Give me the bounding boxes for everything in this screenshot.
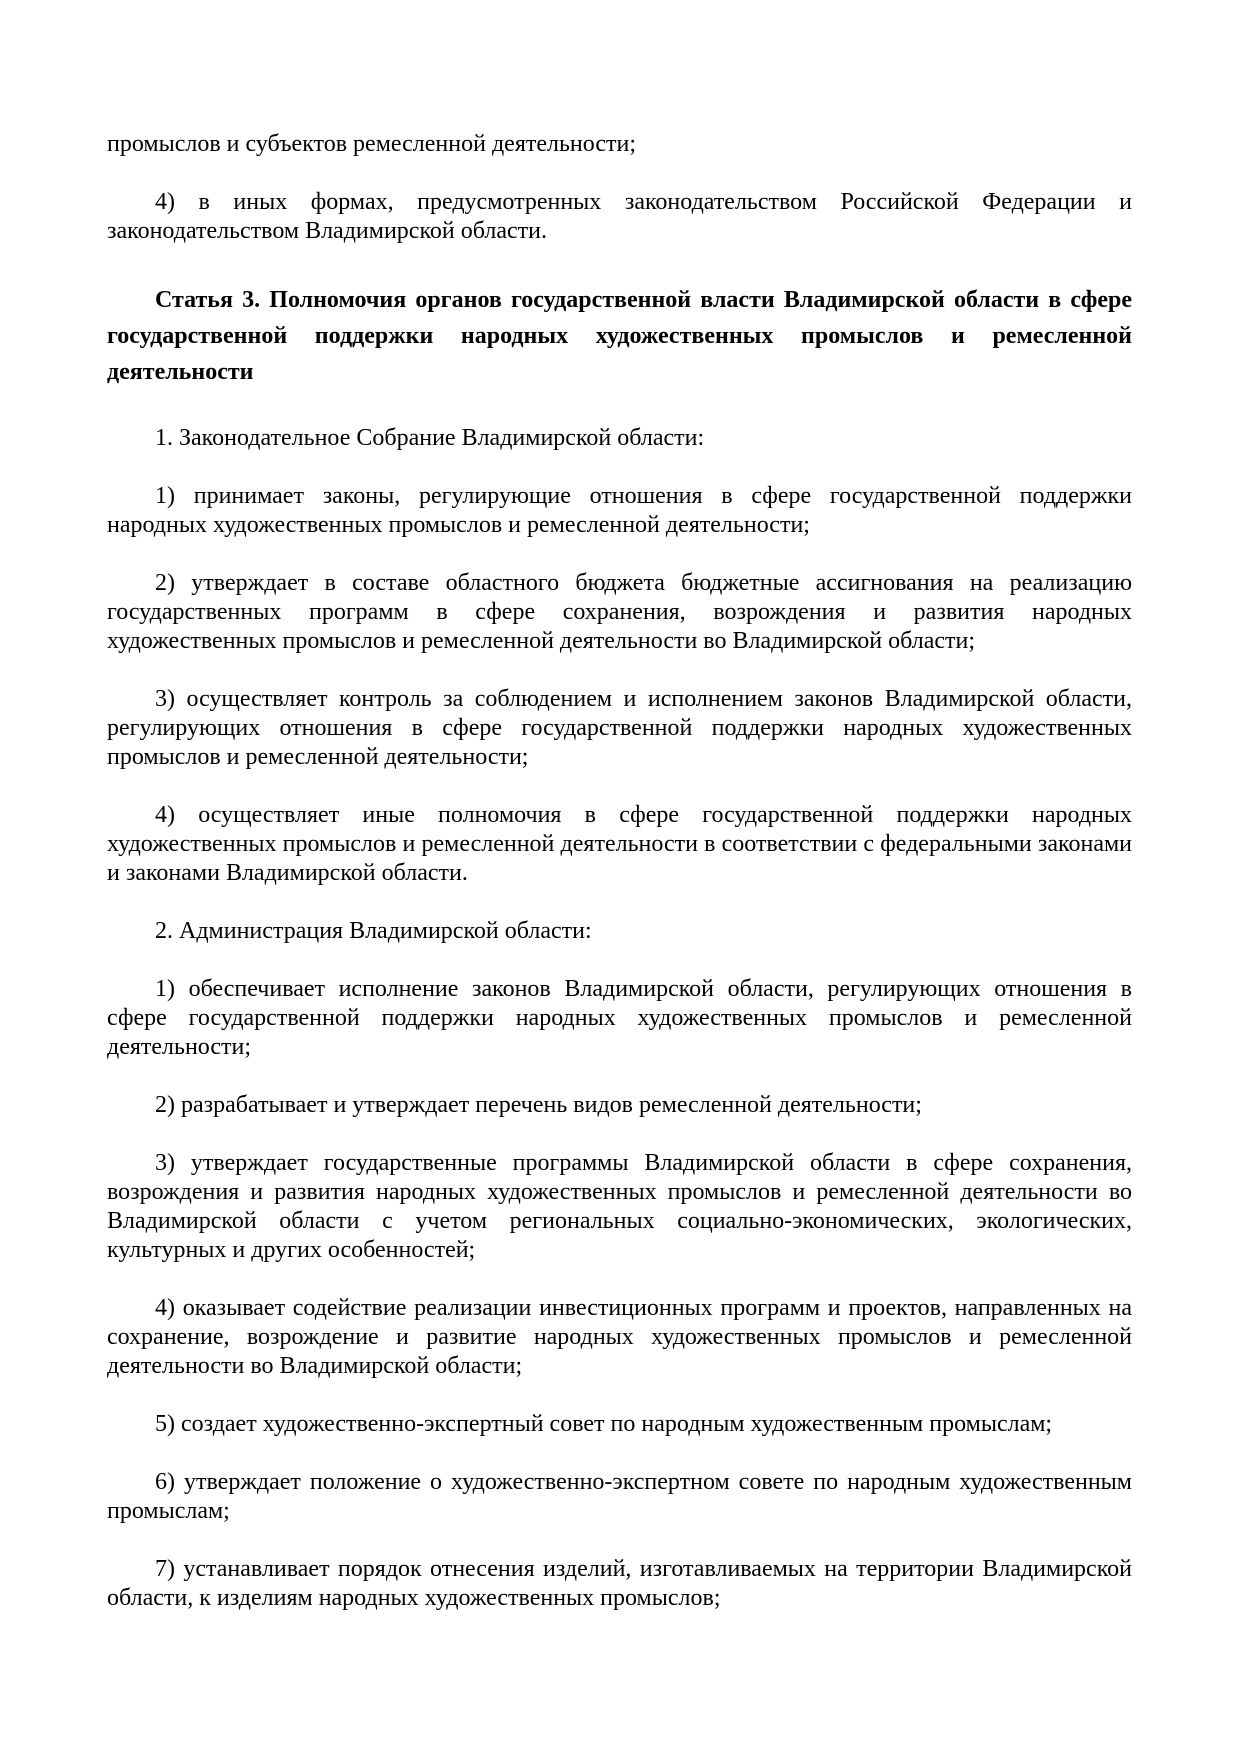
paragraph-clause-1-item-3: 3) осуществляет контроль за соблюдением и исполнением законов Владимирской области, регулирующих отношения в сфере государственной поддержки народных художественных промыслов и ремесленной деятельности; [107, 686, 1132, 770]
paragraph-clause-2-intro: 2. Администрация Владимирской области: [155, 918, 592, 944]
paragraph-clause-1-item-4: 4) осуществляет иные полномочия в сфере государственной поддержки народных художественных промыслов и ремесленной деятельности в соответствии с федеральными законами и законами Владимирской области. [107, 802, 1132, 886]
paragraph-clause-2-item-3: 3) утверждает государственные программы Владимирской области в сфере сохранения, возрождения и развития народных художественных промыслов и ремесленной деятельности во Владимирской области с учетом региональных социально-экономических, экологических, культурных и других особенностей; [107, 1150, 1132, 1263]
paragraph-clause-2-item-4: 4) оказывает содействие реализации инвестиционных программ и проектов, направленных на сохранение, возрождение и развитие народных художественных промыслов и ремесленной деятельности во Владимирской области; [107, 1295, 1132, 1379]
paragraph-clause-2-item-7: 7) устанавливает порядок отнесения изделий, изготавливаемых на территории Владимирской области, к изделиям народных художественных промыслов; [107, 1556, 1132, 1611]
paragraph-item-4-forms: 4) в иных формах, предусмотренных законодательством Российской Федерации и законодательством Владимирской области. [107, 189, 1132, 244]
paragraph-clause-1-item-2: 2) утверждает в составе областного бюджета бюджетные ассигнования на реализацию государственных программ в сфере сохранения, возрождения и развития народных художественных промыслов и ремесленной деятельности во Владимирской области; [107, 570, 1132, 654]
paragraph-clause-2-item-5: 5) создает художественно-экспертный совет по народным художественным промыслам; [155, 1411, 1053, 1437]
paragraph-clause-2-item-6: 6) утверждает положение о художественно-экспертном совете по народным художественным промыслам; [107, 1469, 1132, 1524]
article-3-heading: Статья 3. Полномочия органов государственной власти Владимирской области в сфере государственной поддержки народных художественных промыслов и ремесленной деятельности [107, 287, 1132, 385]
paragraph-clause-2-item-2: 2) разрабатывает и утверждает перечень видов ремесленной деятельности; [155, 1092, 922, 1118]
paragraph-continuation: промыслов и субъектов ремесленной деятельности; [107, 131, 637, 157]
paragraph-clause-2-item-1: 1) обеспечивает исполнение законов Владимирской области, регулирующих отношения в сфере государственной поддержки народных художественных промыслов и ремесленной деятельности; [107, 976, 1132, 1060]
paragraph-clause-1-item-1: 1) принимает законы, регулирующие отношения в сфере государственной поддержки народных художественных промыслов и ремесленной деятельности; [107, 483, 1132, 538]
paragraph-clause-1-intro: 1. Законодательное Собрание Владимирской области: [155, 425, 705, 451]
